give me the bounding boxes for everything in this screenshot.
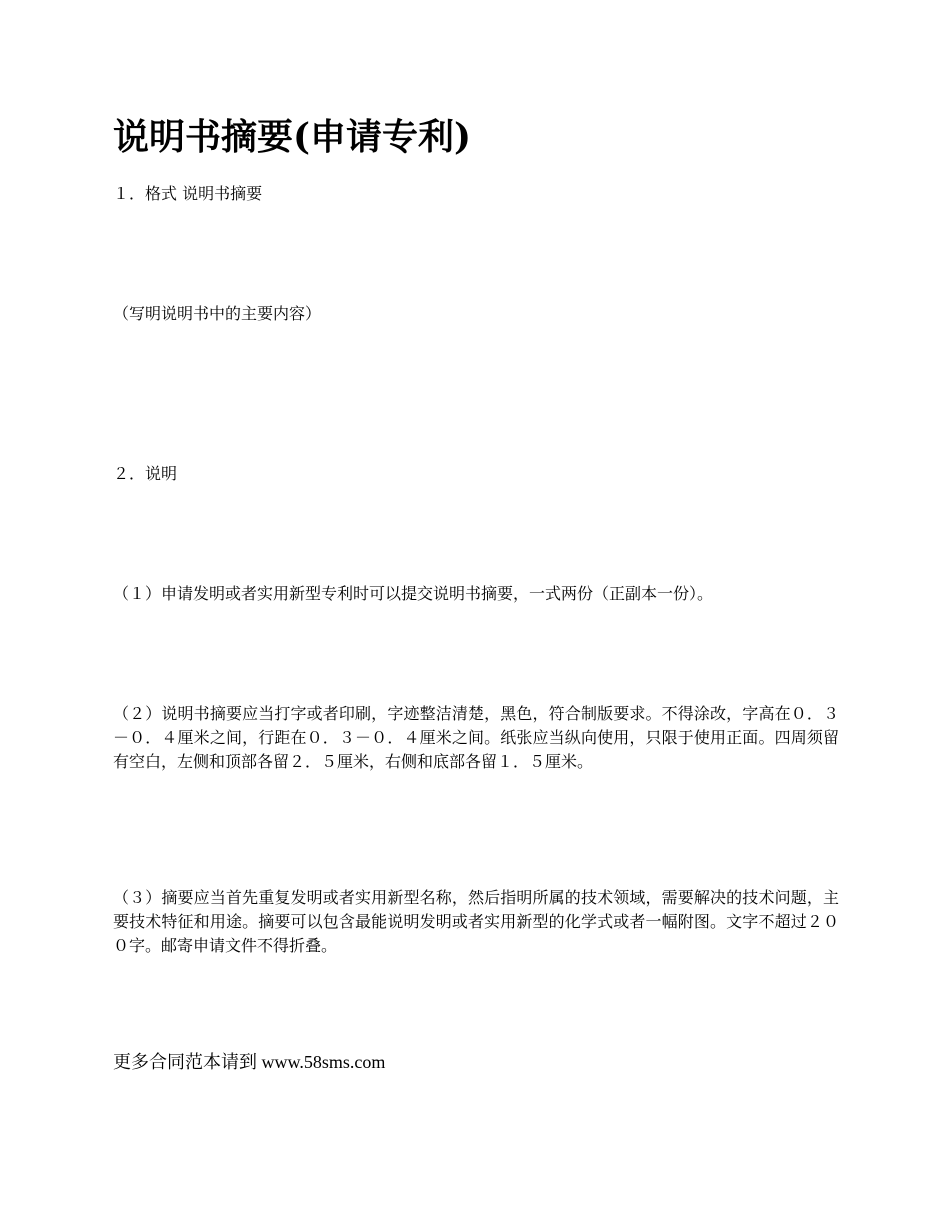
format-heading: １．格式 说明书摘要 (113, 184, 263, 203)
explanation-item-3: （３）摘要应当首先重复发明或者实用新型名称，然后指明所属的技术领域，需要解决的技术问题，主要技术特征和用途。摘要可以包含最能说明发明或者实用新型的化学式或者一幅附图。文字不超过２００字。邮寄申请文件不得折叠。 (113, 888, 839, 955)
content-placeholder-note: （写明说明书中的主要内容） (113, 304, 322, 323)
explanation-heading: ２．说明 (113, 464, 178, 483)
explanation-item-1: （１）申请发明或者实用新型专利时可以提交说明书摘要，一式两份（正副本一份）。 (113, 584, 714, 603)
footer-link-text: 更多合同范本请到 www.58sms.com (113, 1052, 386, 1072)
explanation-item-2: （２）说明书摘要应当打字或者印刷，字迹整洁清楚，黑色，符合制版要求。不得涂改，字高在０．３－０．４厘米之间，行距在０．３－０．４厘米之间。纸张应当纵向使用，只限于使用正面。四周须留有空白，左侧和顶部各留２．５厘米，右侧和底部各留１．５厘米。 (113, 704, 839, 771)
document-title: 说明书摘要(申请专利) (113, 116, 472, 158)
